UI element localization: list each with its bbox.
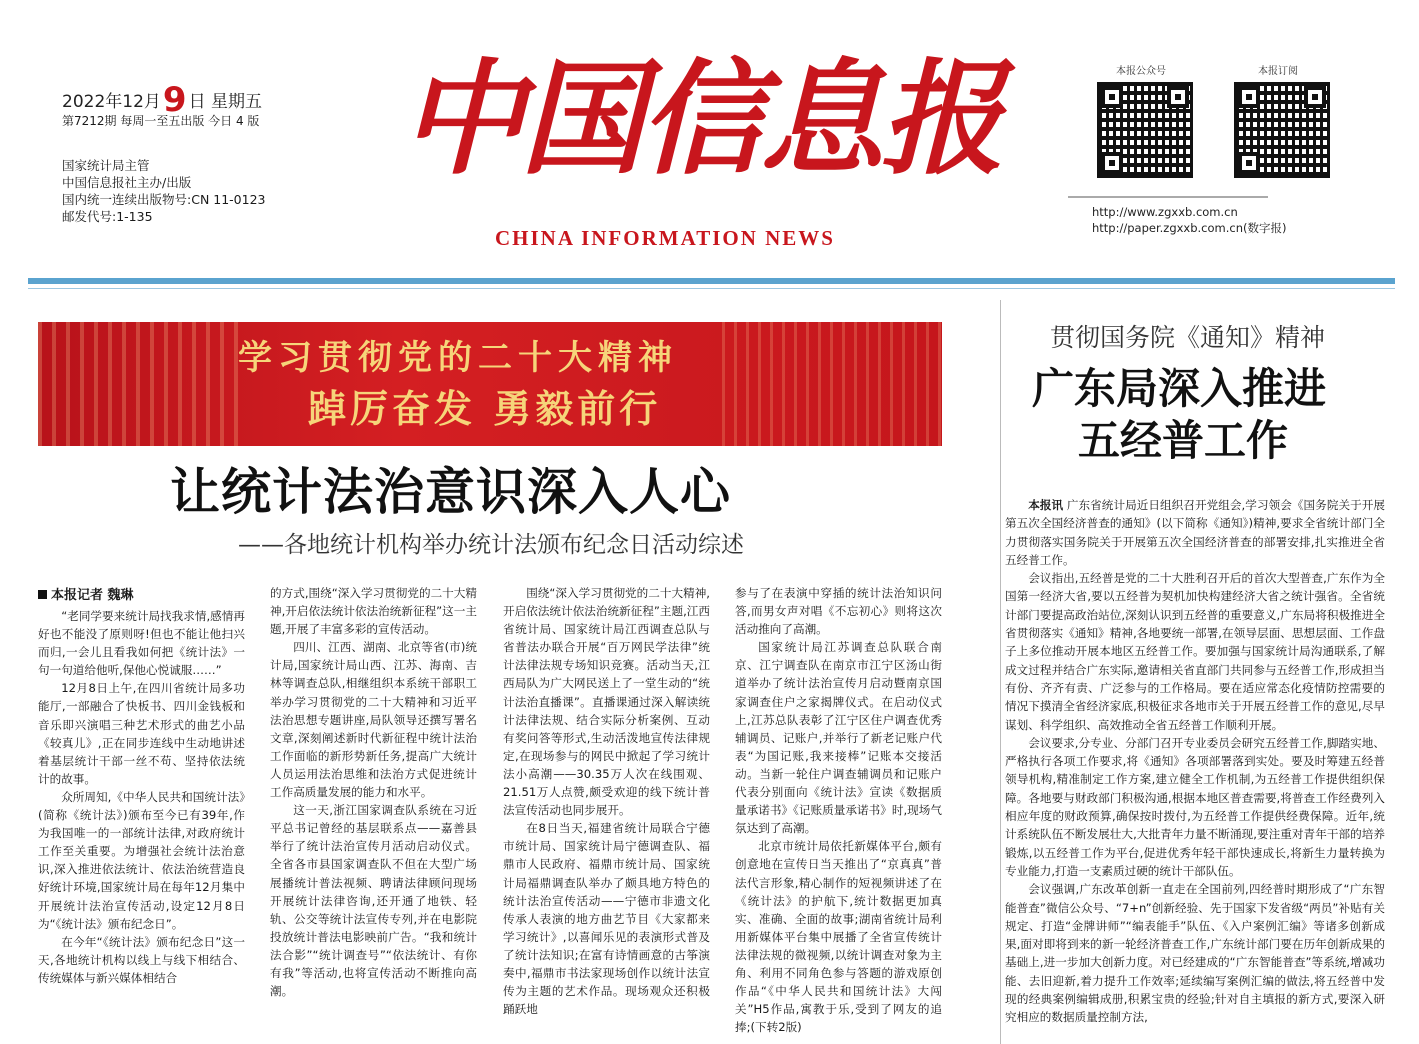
newspaper-english-title: CHINA INFORMATION NEWS [495, 226, 835, 250]
subscribe-qr-code[interactable] [1234, 82, 1330, 178]
publisher-line: 邮发代号:1-135 [62, 209, 153, 224]
paragraph [1005, 496, 1385, 569]
main-headline: 让统计法治意识深入人心 [170, 462, 731, 521]
paragraph: 会议指出,五经普是党的二十大胜利召开后的首次大型普查,广东作为全国第一经济大省,要以五经普为契机加快构建经济大省之统计强省。全省统计部门要提高政治站位,深刻认识到五经普的重要意义,广东局将积极推进全省贯彻落实《通知》精神,各地要统一部署,在领导层面、思想层面、工作盘子上多位推动开展本地区五经普工作。要加强与国家统计局沟通联系,了解成文过程并结合广东实际,邀请相关省直部门共同参与五经普工作,形成担当有份、齐齐有责、广泛参与的工作格局。要在适应常态化疫情防控需要的情况下摸清全省经济家底,积极征求各地市关于开展五经普工作的意见,尽早谋划、科学组织、高效推动全省五经普工作顺利开展。 [1005, 571, 1385, 732]
paragraph: 这一天,浙江国家调查队系统在习近平总书记曾经的基层联系点——嘉善县举行了统计法治宣传月活动启动仪式。全省各市县国家调查队不但在大型广场展播统计普法视频、聘请法律顾问现场开展统计法律咨询,还开通了地铁、轻轨、公交等统计法宣传专列,并在电影院投放统计普法电影映前广告。“我和统计法合影”“统计调查号”“依法统计、有你有我”等活动,也将宣传活动不断推向高潮。 [270, 803, 477, 999]
paragraph: 围绕“深入学习贯彻党的二十大精神,开启依法统计依法治统新征程”主题,江西省统计局、国家统计局江西调查总队与省普法办联合开展“百万网民学法律”统计法律法规专场知识竞赛。活动当天,江西局队为广大网民送上了一堂生动的“统计法治直播课”。直播课通过深入解读统计法律法规、结合实际分析案例、互动有奖问答等形式,生动活泼地宣传法律规定,在现场参与的网民中掀起了学习统计法小高潮——30.35万人次在线围观、21.51万人点赞,颇受欢迎的线下统计普法宣传活动也同步展开。 [503, 586, 710, 818]
article-column-4 [735, 584, 942, 1044]
paragraph: 众所周知,《中华人民共和国统计法》(简称《统计法》)颁布至今已有39年,作为我国唯一的一部统计法律,对政府统计工作至关重要。为增强社会统计法治意识,深入推进依法统计、依法治统营造良好统计环境,国家统计局在每年12月集中开展统计法治宣传活动,设定12月8日为“《统计法》颁布纪念日”。 [38, 789, 245, 931]
paragraph: 国家统计局江苏调查总队联合南京、江宁调查队在南京市江宁区汤山街道举办了统计法治宣传月启动暨南京国家调查住户之家揭牌仪式。在启动仪式上,江苏总队表彰了江宁区住户调查优秀辅调员、记账户,并举行了新老记账户代表“为国记账,我来接棒”记账本交接活动。当新一轮住户调查辅调员和记账户代表分别面向《统计法》宣读《数据质量承诺书》《记账质量承诺书》时,现场气氛达到了高潮。 [735, 640, 942, 836]
paragraph: 的方式,围绕“深入学习贯彻党的二十大精神,开启依法统计依法治统新征程”这一主题,开展了丰富多彩的宣传活动。 [270, 586, 477, 637]
date-suffix: 日 星期五 [188, 92, 262, 112]
square-bullet-icon [38, 590, 47, 599]
publisher-line: 国家统计局主管 [62, 158, 150, 173]
side-kicker: 贯彻国务院《通知》精神 [1050, 323, 1326, 352]
publisher-line: 国内统一连续出版物号:CN 11-0123 [62, 192, 266, 207]
lead-tag: 本报讯 [1028, 498, 1064, 512]
banner-line2: 踔厉奋发 勇毅前行 [308, 386, 662, 431]
side-headline: 五经普工作 [1078, 416, 1289, 465]
paragraph: 四川、江西、湖南、北京等省(市)统计局,国家统计局山西、江苏、海南、吉林等调查总队,相继组织本系统干部职工举办学习贯彻党的二十大精神和习近平法治思想专题讲座,局队领导还撰写署名文章,深刻阐述新时代新征程中统计法治工作面临的新形势新任务,提高广大统计人员运用法治思维和法治方式促进统计工作高质量发展的能力和水平。 [270, 640, 477, 800]
paragraph: 在8日当天,福建省统计局联合宁德市统计局、国家统计局宁德调查队、福鼎市人民政府、福鼎市统计局、国家统计局福鼎调查队举办了颇具地方特色的统计法治宣传活动——宁德市非遗文化传承人表演的地方曲艺节目《大家都来学习统计》,以喜闻乐见的表演形式普及了统计法知识;在富有诗情画意的古筝演奏中,福鼎市书法家现场创作以统计法宣传为主题的艺术作品。现场观众还积极踊跃地 [503, 821, 710, 1017]
website-link[interactable]: http://www.zgxxb.com.cn [1092, 205, 1238, 219]
article-column-3 [503, 584, 710, 1044]
byline-text: 本报记者 魏琳 [51, 588, 134, 603]
masthead-rule-thin [28, 288, 1395, 289]
date-prefix: 2022年12月 [62, 92, 161, 112]
issue-info: 第7212期 每周一至五出版 今日 4 版 [62, 114, 260, 128]
banner-line1: 学习贯彻党的二十大精神 [238, 338, 678, 378]
article-column-1 [38, 607, 245, 1044]
epaper-link[interactable]: http://paper.zgxxb.com.cn(数字报) [1092, 221, 1287, 235]
paragraph: 会议强调,广东改革创新一直走在全国前列,四经普时期形成了“广东智能普查”微信公众号、“7+n”创新经验、先于国家下发省级“两员”补贴有关规定、打造“金牌讲师”“编表能手”队伍、《入户案例汇编》等诸多创新成果,面对即将到来的新一轮经济普查工作,广东统计部门要在历年创新成果的基础上,进一步加大创新力度。对已经建成的“广东智能普查”等系统,增减功能、去旧迎新,着力提升工作效率;延续编写案例汇编的做法,将五经普中发现的经典案例编辑成册,积累宝贵的经验;针对自主填报的新方式,要深入研究相应的数据质量控制方法, [1005, 882, 1385, 1025]
qr-left-label: 本报公众号 [1116, 66, 1166, 77]
publisher-line: 中国信息报社主办/出版 [62, 175, 192, 190]
side-headline: 广东局深入推进 [1032, 364, 1327, 413]
paragraph: “老同学要来统计局找我求情,感情再好也不能没了原则呀!但也不能让他扫兴而归,一会儿且看我如何把《统计法》一句一句道给他听,保他心悦诚服……” [38, 609, 245, 678]
paragraph: 参与了在表演中穿插的统计法治知识问答,而男女声对唱《不忘初心》则将这次活动推向了高潮。 [735, 586, 942, 637]
wechat-qr-code[interactable] [1097, 82, 1193, 178]
byline [38, 584, 134, 603]
paragraph-text: 广东省统计局近日组织召开党组会,学习领会《国务院关于开展第五次全国经济普查的通知》(以下简称《通知》)精神,要求全省统计部门全力贯彻落实国务院关于开展第五次全国经济普查的部署安排,扎实推进全省五经普工作。 [1005, 498, 1385, 567]
theme-banner [38, 322, 942, 446]
article-column-2 [270, 584, 477, 1044]
paragraph: 会议要求,分专业、分部门召开专业委员会研究五经普工作,脚踏实地、严格执行各项工作要求,将《通知》各项部署落到实处。要及时筹建五经普领导机构,精准制定工作方案,建立健全工作机制,为五经普工作提供组织保障。各地要与财政部门积极沟通,根据本地区普查需要,将普查工作经费列入相应年度的财政预算,确保按时拨付,为五经普工作提供经费保障。近年,统计系统队伍不断发展壮大,大批青年力量不断涌现,要注重对青年干部的培养锻炼,以五经普工作为平台,促进优秀年轻干部快速成长,将新生力量转换为专业能力,打造一支素质过硬的统计干部队伍。 [1005, 735, 1385, 878]
banner-decoration [722, 322, 942, 446]
url-list [1092, 204, 1286, 236]
newspaper-logo: 中国信息报 [400, 47, 1001, 192]
paragraph: 在今年“《统计法》颁布纪念日”这一天,各地统计机构以线上与线下相结合、传统媒体与新兴媒体相结合 [38, 934, 245, 985]
banner-decoration [38, 322, 238, 446]
main-subheadline: ——各地统计机构举办统计法颁布纪念日活动综述 [238, 532, 744, 558]
date-day: 9 [162, 80, 187, 120]
qr-right-label: 本报订阅 [1258, 66, 1298, 77]
paragraph: 12月8日上午,在四川省统计局多功能厅,一部融合了快板书、四川金钱板和音乐即兴演唱三种艺术形式的曲艺小品《较真儿》,正在同步连线中生动地讲述着基层统计干部一丝不苟、坚持依法统计的故事。 [38, 681, 245, 786]
publisher-info [62, 157, 266, 225]
paragraph: 北京市统计局依托新媒体平台,颇有创意地在宣传日当天推出了“京真真”普法代言形象,精心制作的短视频讲述了在《统计法》的护航下,统计数据更加真实、准确、全面的故事;湖南省统计局利用新媒体平台集中展播了全省宣传统计法律法规的微视频,以统计调查对象为主角、利用不同角色参与答题的游戏原创作品“《中华人民共和国统计法》大闯关”H5作品,寓教于乐,受到了网友的追捧;(下转2版) [735, 839, 942, 1035]
column-divider [1000, 300, 1001, 1044]
side-article-body [1005, 496, 1385, 1044]
masthead-rule [28, 278, 1395, 284]
